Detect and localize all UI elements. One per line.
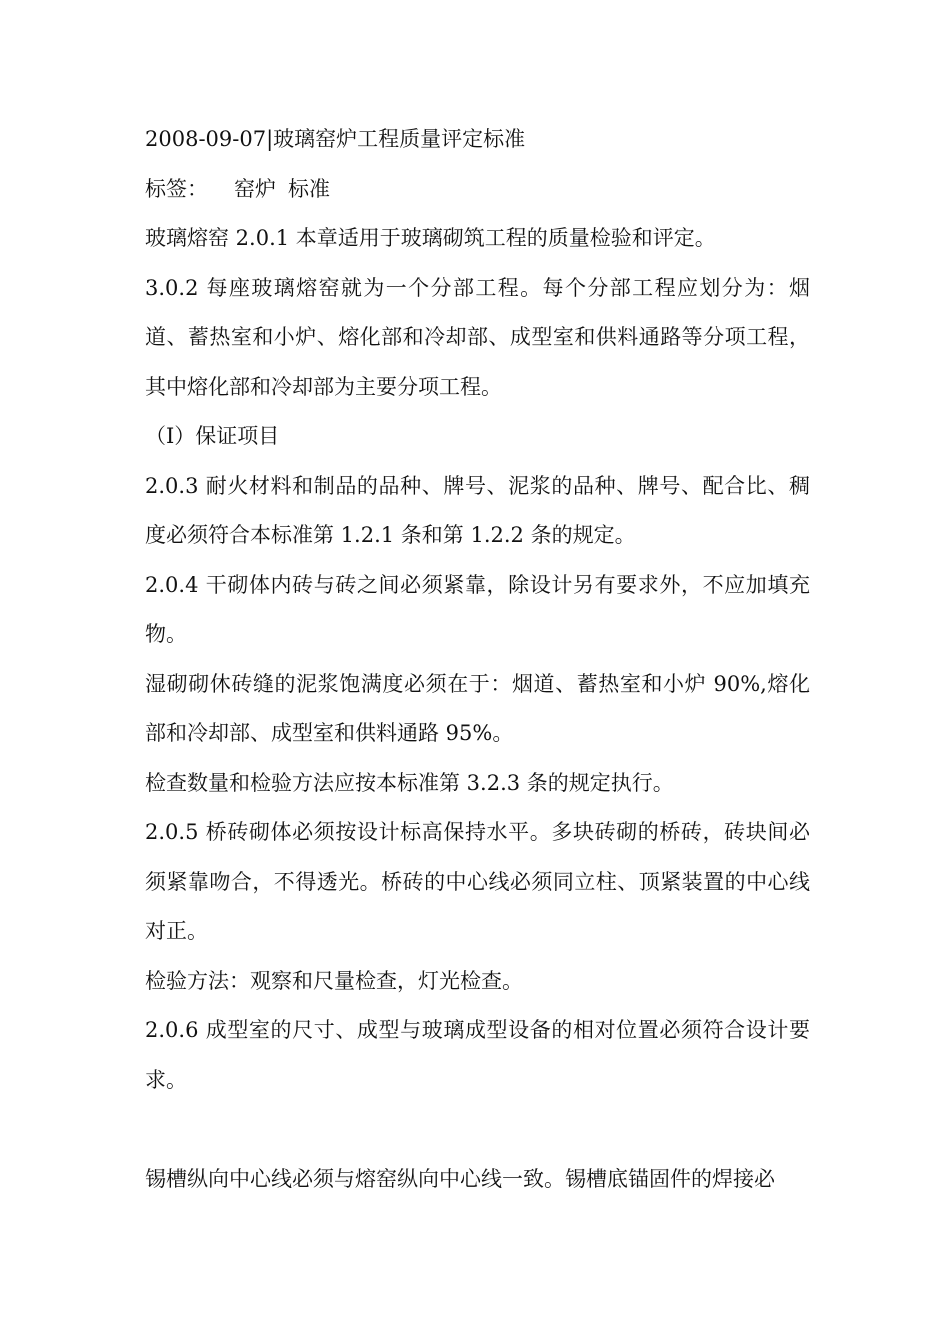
tag-item: 窑炉 — [234, 176, 276, 201]
section-heading: （Ⅰ）保证项目 — [145, 424, 280, 448]
header-date: 2008-09-07 — [145, 127, 267, 151]
paragraph: 2.0.4 干砌体内砖与砖之间必须紧靠，除设计另有要求外，不应加填充物。 — [145, 572, 810, 646]
tags-label: 标签： — [145, 176, 208, 201]
document-body — [145, 115, 810, 1204]
tag-item: 标准 — [288, 176, 330, 201]
paragraph: 检查数量和检验方法应按本标准第 3.2.3 条的规定执行。 — [145, 770, 674, 795]
paragraph: 3.0.2 每座玻璃熔窑就为一个分部工程。每个分部工程应划分为：烟道、蓄热室和小炉、熔化部和冷却部、成型室和供料通路等分项工程，其中熔化部和冷却部为主要分项工程。 — [145, 275, 810, 399]
paragraph: 2.0.3 耐火材料和制品的品种、牌号、泥浆的品种、牌号、配合比、稠度必须符合本标准第 1.2.1 条和第 1.2.2 条的规定。 — [145, 473, 810, 547]
paragraph: 湿砌砌休砖缝的泥浆饱满度必须在于：烟道、蓄热室和小炉 90%,熔化部和冷却部、成型室和供料通路 95%。 — [145, 671, 810, 745]
blank-line — [145, 1105, 810, 1155]
paragraph: 2.0.6 成型室的尺寸、成型与玻璃成型设备的相对位置必须符合设计要求。 — [145, 1018, 810, 1092]
paragraph: 检验方法：观察和尺量检查，灯光检查。 — [145, 968, 523, 993]
header-separator: | — [266, 127, 274, 151]
paragraph: 锡槽纵向中心线必须与熔窑纵向中心线一致。锡槽底锚固件的焊接必 — [145, 1166, 775, 1191]
paragraph: 玻璃熔窑 2.0.1 本章适用于玻璃砌筑工程的质量检验和评定。 — [145, 226, 716, 250]
document-header — [145, 115, 810, 165]
header-title: 玻璃窑炉工程质量评定标准 — [273, 127, 526, 151]
paragraph: 2.0.5 桥砖砌体必须按设计标高保持水平。多块砖砌的桥砖，砖块间必须紧靠吻合，不得透光。桥砖的中心线必须同立柱、顶紧装置的中心线对正。 — [145, 820, 810, 943]
tags-line — [145, 165, 810, 215]
